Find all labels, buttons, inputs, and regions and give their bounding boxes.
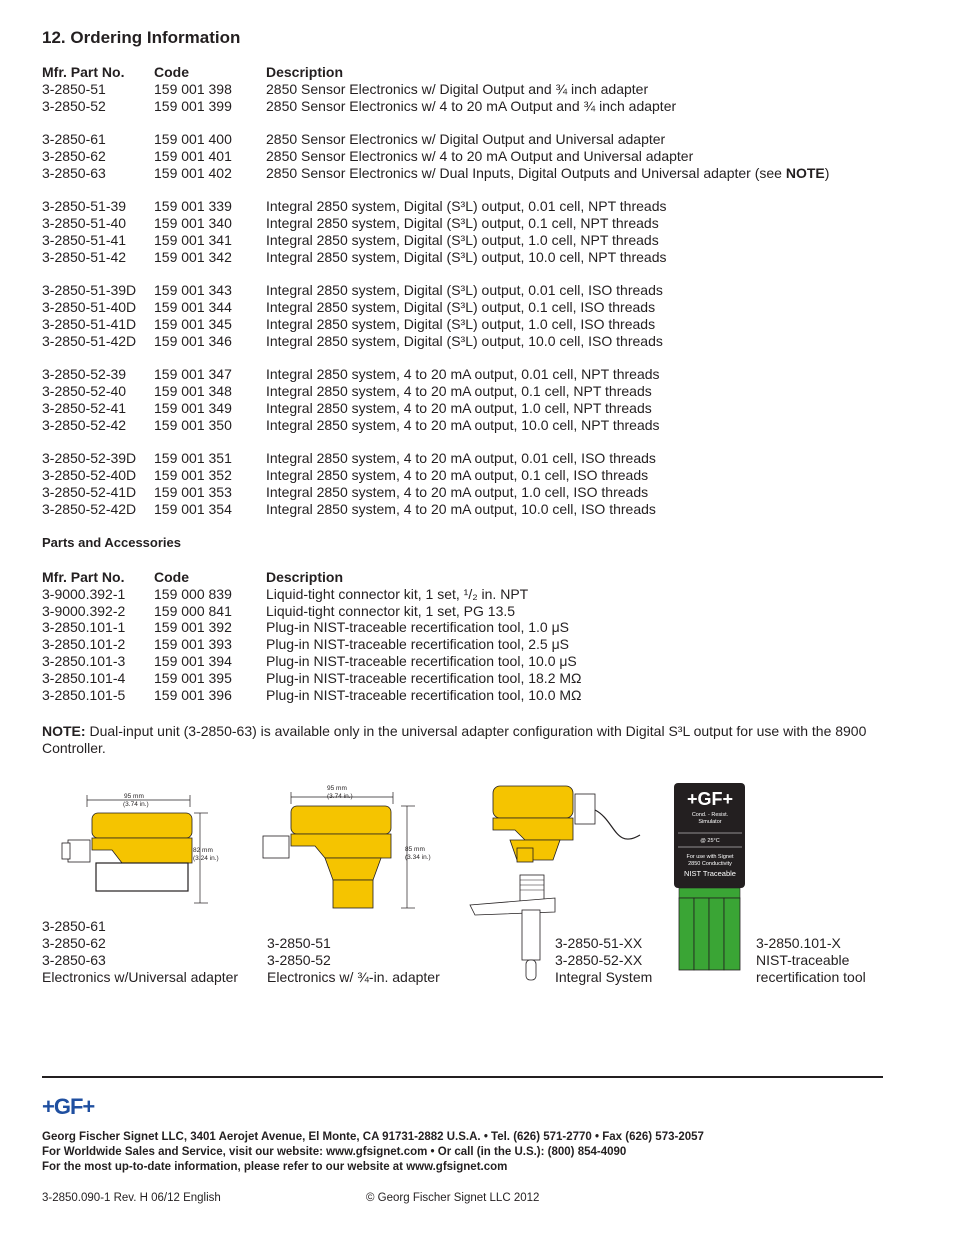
part-number: 3-9000.392-1: [42, 586, 126, 602]
order-code: 159 001 346: [154, 333, 232, 349]
description: Plug-in NIST-traceable recertification tool, 1.0 μS: [266, 619, 569, 635]
description: Integral 2850 system, 4 to 20 mA output, 10.0 cell, NPT threads: [266, 417, 660, 433]
order-code: 159 001 395: [154, 670, 232, 686]
order-code: 159 001 352: [154, 467, 232, 483]
order-code: 159 001 344: [154, 299, 232, 315]
part-number: 3-2850-63: [42, 165, 106, 181]
description: 2850 Sensor Electronics w/ 4 to 20 mA Output and Universal adapter: [266, 148, 694, 164]
part-number: 3-2850-51-41: [42, 232, 127, 248]
fig2-dim-height-in: (3.34 in.): [405, 854, 431, 861]
part-number: 3-2850.101-2: [42, 636, 126, 652]
fig1-dim-width: 95 mm: [124, 793, 144, 800]
description: 2850 Sensor Electronics w/ Dual Inputs, Digital Outputs and Universal adapter (see NOTE): [266, 165, 830, 181]
description: Integral 2850 system, Digital (S³L) output, 0.1 cell, ISO threads: [266, 299, 656, 315]
copyright: © Georg Fischer Signet LLC 2012: [366, 1192, 540, 1204]
part-number: 3-2850-51-42: [42, 249, 127, 265]
description: Integral 2850 system, 4 to 20 mA output, 1.0 cell, ISO threads: [266, 484, 649, 500]
note-label: NOTE:: [42, 723, 86, 739]
order-code: 159 001 342: [154, 249, 232, 265]
figure-universal-adapter: [42, 785, 242, 915]
footer-sales: For Worldwide Sales and Service, visit our website: www.gfsignet.com • Or call (in the U.S.): (800) 854-4090: [42, 1146, 627, 1158]
order-code: 159 001 400: [154, 131, 232, 147]
part-number: 3-2850-52-39: [42, 366, 127, 382]
order-code: 159 001 402: [154, 165, 232, 181]
order-code: 159 000 839: [154, 586, 232, 602]
description: Plug-in NIST-traceable recertification tool, 10.0 MΩ: [266, 687, 582, 703]
part-number: 3-2850-62: [42, 148, 106, 164]
tool-logo: +GF+: [686, 789, 734, 809]
header-order-code: Code: [154, 64, 189, 80]
svg-text:For use with Signet: For use with Signet: [686, 854, 734, 860]
document-number: 3-2850.090-1 Rev. H 06/12 English: [42, 1192, 221, 1204]
header-order-code: Code: [154, 569, 189, 585]
footer-divider: [42, 1076, 883, 1078]
part-number: 3-2850-51-42D: [42, 333, 137, 349]
description: Integral 2850 system, Digital (S³L) output, 0.01 cell, ISO threads: [266, 282, 663, 298]
svg-text:Cond. - Resist.: Cond. - Resist.: [691, 812, 729, 818]
header-part-number: Mfr. Part No.: [42, 64, 125, 80]
order-code: 159 001 354: [154, 501, 232, 517]
part-number: 3-2850-52-42: [42, 417, 127, 433]
note-text: Dual-input unit (3-2850-63) is available only in the universal adapter configuration with Digital S³L output for use with the 8900 Controller.: [42, 723, 867, 756]
fig2-dim-width-in: (3.74 in.): [327, 793, 353, 800]
order-code: 159 001 339: [154, 198, 232, 214]
part-number: 3-2850.101-5: [42, 687, 126, 703]
order-code: 159 001 348: [154, 383, 232, 399]
description: Integral 2850 system, Digital (S³L) output, 0.01 cell, NPT threads: [266, 198, 667, 214]
description: Integral 2850 system, 4 to 20 mA output, 0.1 cell, NPT threads: [266, 383, 652, 399]
header-description: Description: [266, 569, 344, 585]
order-code: 159 001 392: [154, 619, 232, 635]
description: Liquid-tight connector kit, 1 set, PG 13.5: [266, 603, 516, 619]
page-title: 12. Ordering Information: [42, 28, 241, 47]
fig3-caption: 3-2850-51-XX 3-2850-52-XX Integral System: [555, 935, 653, 985]
part-number: 3-2850-51-40: [42, 215, 127, 231]
figure-recertification-tool: [672, 781, 752, 971]
part-number: 3-2850-51-40D: [42, 299, 137, 315]
order-code: 159 000 841: [154, 603, 232, 619]
order-code: 159 001 399: [154, 98, 232, 114]
fig2-dim-height: 85 mm: [405, 846, 425, 853]
order-code: 159 001 345: [154, 316, 232, 332]
part-number: 3-2850.101-1: [42, 619, 126, 635]
description: Plug-in NIST-traceable recertification tool, 10.0 μS: [266, 653, 577, 669]
part-number: 3-2850-61: [42, 131, 106, 147]
part-number: 3-2850-51-41D: [42, 316, 137, 332]
order-code: 159 001 353: [154, 484, 232, 500]
figure-three-quarter-adapter: [255, 780, 445, 920]
note: [42, 723, 902, 757]
svg-text:@ 25°C: @ 25°C: [700, 838, 720, 844]
description: Plug-in NIST-traceable recertification tool, 2.5 μS: [266, 636, 569, 652]
description: Plug-in NIST-traceable recertification tool, 18.2 MΩ: [266, 670, 582, 686]
order-code: 159 001 396: [154, 687, 232, 703]
order-code: 159 001 347: [154, 366, 232, 382]
order-code: 159 001 340: [154, 215, 232, 231]
description: 2850 Sensor Electronics w/ Digital Output and Universal adapter: [266, 131, 666, 147]
description: Integral 2850 system, Digital (S³L) output, 10.0 cell, NPT threads: [266, 249, 667, 265]
fig2-caption: 3-2850-51 3-2850-52 Electronics w/ ¾-in. adapter: [267, 935, 440, 985]
part-number: 3-2850-52-40D: [42, 467, 137, 483]
order-code: 159 001 343: [154, 282, 232, 298]
fig2-dim-width: 95 mm: [327, 785, 347, 792]
part-number: 3-2850-52-41D: [42, 484, 137, 500]
part-number: 3-2850-51: [42, 81, 106, 97]
order-code: 159 001 393: [154, 636, 232, 652]
order-code: 159 001 351: [154, 450, 232, 466]
order-code: 159 001 341: [154, 232, 232, 248]
part-number: 3-2850-51-39D: [42, 282, 137, 298]
order-code: 159 001 398: [154, 81, 232, 97]
fig1-dim-height-in: (3.24 in.): [193, 855, 219, 862]
fig1-dim-width-in: (3.74 in.): [123, 801, 149, 808]
part-number: 3-2850.101-3: [42, 653, 126, 669]
part-number: 3-9000.392-2: [42, 603, 126, 619]
fig1-dim-height: 82 mm: [193, 847, 213, 854]
description: Integral 2850 system, 4 to 20 mA output, 0.01 cell, NPT threads: [266, 366, 660, 382]
part-number: 3-2850-51-39: [42, 198, 127, 214]
order-code: 159 001 401: [154, 148, 232, 164]
description: Integral 2850 system, 4 to 20 mA output, 1.0 cell, NPT threads: [266, 400, 652, 416]
accessories-title: Parts and Accessories: [42, 535, 181, 550]
description: Integral 2850 system, Digital (S³L) output, 1.0 cell, NPT threads: [266, 232, 659, 248]
description: Integral 2850 system, Digital (S³L) output, 10.0 cell, ISO threads: [266, 333, 663, 349]
description: 2850 Sensor Electronics w/ Digital Output and ¾ inch adapter: [266, 81, 649, 97]
header-part-number: Mfr. Part No.: [42, 569, 125, 585]
header-description: Description: [266, 64, 344, 80]
fig1-caption: 3-2850-61 3-2850-62 3-2850-63 Electronics w/Universal adapter: [42, 918, 239, 985]
description: Integral 2850 system, Digital (S³L) output, 0.1 cell, NPT threads: [266, 215, 659, 231]
part-number: 3-2850-52: [42, 98, 106, 114]
fig4-caption: 3-2850.101-X NIST-traceable recertification tool: [756, 935, 866, 985]
description: Integral 2850 system, Digital (S³L) output, 1.0 cell, ISO threads: [266, 316, 656, 332]
gf-logo: +GF+: [42, 1094, 95, 1119]
order-code: 159 001 394: [154, 653, 232, 669]
order-code: 159 001 350: [154, 417, 232, 433]
svg-text:2850 Conductivity: 2850 Conductivity: [688, 861, 732, 867]
description: 2850 Sensor Electronics w/ 4 to 20 mA Output and ¾ inch adapter: [266, 98, 677, 114]
footer-website: For the most up-to-date information, please refer to our website at www.gfsignet.com: [42, 1161, 508, 1173]
svg-text:NIST Traceable: NIST Traceable: [684, 869, 736, 878]
description: Liquid-tight connector kit, 1 set, ¹/₂ in. NPT: [266, 586, 529, 602]
order-code: 159 001 349: [154, 400, 232, 416]
description: Integral 2850 system, 4 to 20 mA output, 10.0 cell, ISO threads: [266, 501, 656, 517]
part-number: 3-2850-52-42D: [42, 501, 137, 517]
part-number: 3-2850-52-39D: [42, 450, 137, 466]
part-number: 3-2850-52-41: [42, 400, 127, 416]
description: Integral 2850 system, 4 to 20 mA output, 0.01 cell, ISO threads: [266, 450, 656, 466]
svg-text:Simulator: Simulator: [698, 819, 722, 825]
part-number: 3-2850.101-4: [42, 670, 126, 686]
part-number: 3-2850-52-40: [42, 383, 127, 399]
footer-address: Georg Fischer Signet LLC, 3401 Aerojet Avenue, El Monte, CA 91731-2882 U.S.A. • Tel. (626) 571-2770 • Fax (626) 573-2057: [42, 1131, 704, 1143]
description: Integral 2850 system, 4 to 20 mA output, 0.1 cell, ISO threads: [266, 467, 649, 483]
